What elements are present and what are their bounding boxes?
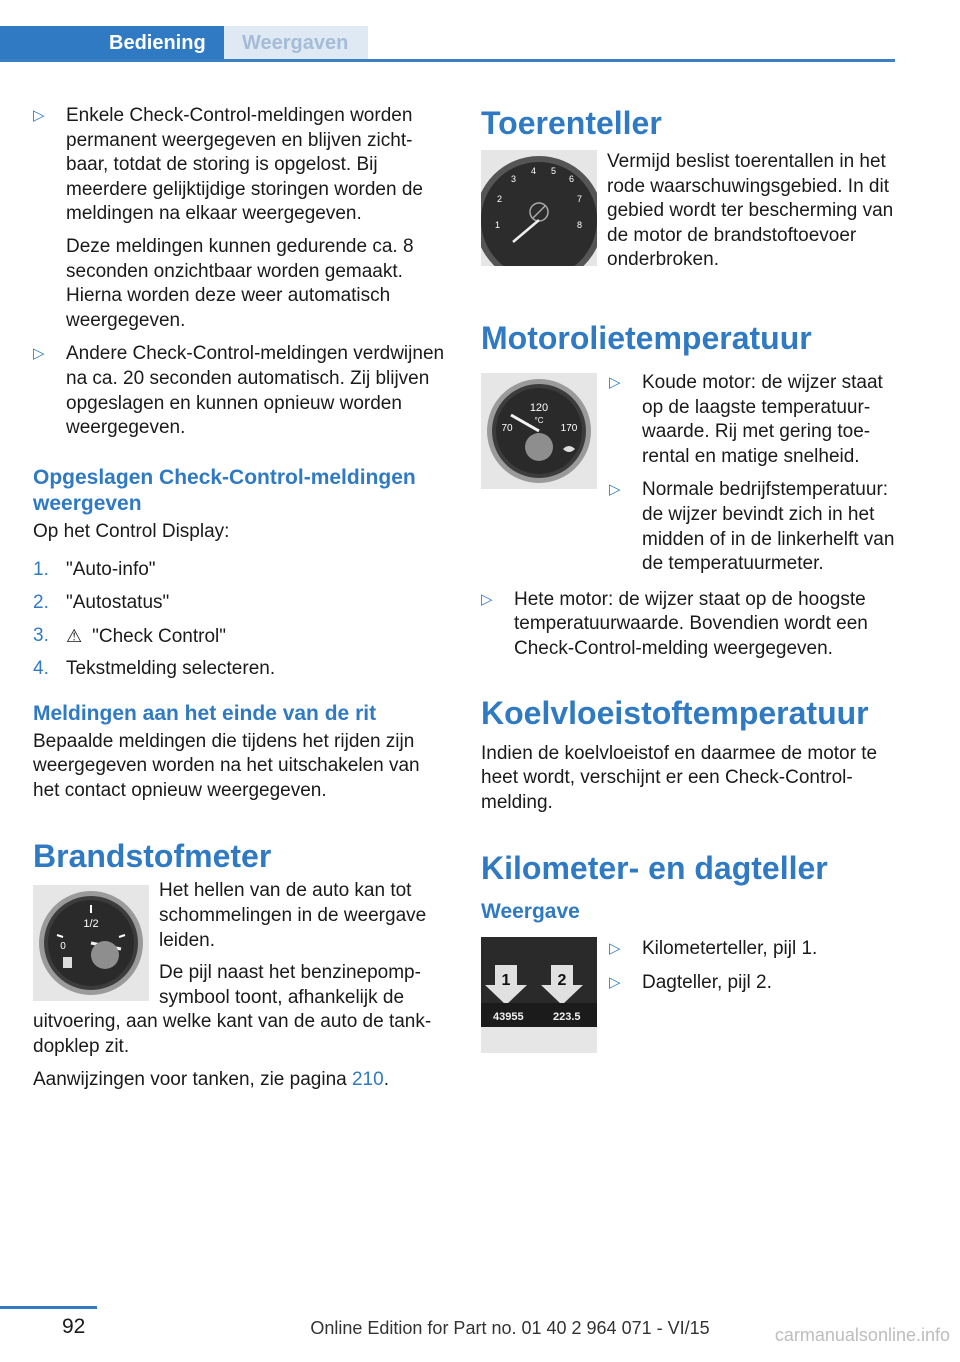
bullet-text: Hete motor: de wijzer staat op de hoogste temperatuurwaarde. Bovendien wordt een Check-Control-melding weergegeven. [514, 588, 868, 659]
section-heading-stored: Opgeslagen Check-Control-meldingen weergeven [33, 465, 416, 515]
gauge-label-low: 70 [501, 422, 513, 434]
bullet-text: Andere Check-Control-meldingen verdwijnen na ca. 20 seconden automatisch. Zij blijven opgeslagen en kunnen opnieuw worden weergegeven. [66, 343, 445, 439]
warning-triangle-icon: ⚠ [66, 625, 83, 646]
section-heading-end-of-ride: Meldingen aan het einde van de rit [33, 701, 377, 725]
tick-label: 1 [495, 220, 501, 230]
bullet-text: Dagteller, pijl 2. [642, 971, 772, 993]
bullet-text: Koude motor: de wijzer staat op de laagste temperatuurwaarde. Rij met gering toerental en matige snelheid. [642, 371, 883, 467]
list-item [33, 104, 448, 333]
step-text: "Auto-info" [66, 559, 156, 581]
section-heading-coolant: Koelvloeistoftemperatuur [481, 694, 869, 731]
bullet-text: Kilometerteller, pijl 1. [642, 938, 818, 960]
step-text: "Autostatus" [66, 591, 170, 613]
bullet-text: Deze meldingen kunnen gedurende ca. 8 seconden onzichtbaar worden gemaakt. Hierna worden deze weer automatisch weergegeven. [66, 235, 414, 331]
tick-label: 2 [497, 194, 503, 204]
tick-label: 7 [577, 194, 583, 204]
tick-label: 6 [569, 174, 575, 184]
tachometer-block [481, 150, 896, 273]
list-item [609, 937, 896, 962]
arrow-2-label: 2 [557, 972, 567, 990]
list-item [33, 591, 448, 616]
step-number: 4. [33, 658, 49, 680]
gauge-label-half: 1/2 [83, 918, 99, 931]
gauge-label-unit: °C [534, 415, 544, 425]
tab-weergaven[interactable]: Weergaven [224, 26, 368, 59]
end-of-ride-text: Bepaalde meldingen die tijdens het rijden zijn weergegeven worden na het uitschakelen van het contact opnieuw weergegeven. [33, 730, 420, 801]
chapter-header [0, 26, 895, 62]
triangle-bullet-icon: ▷ [609, 940, 621, 958]
list-item [33, 657, 448, 682]
step-text: "Check Control" [92, 625, 227, 647]
list-item [609, 478, 896, 576]
page-link-210[interactable]: 210 [351, 1068, 384, 1090]
bullet-text: Normale bedrijfstemperatuur: de wijzer bevindt zich in het midden of in de linkerhelft van de temperatuurmeter. [642, 479, 895, 575]
right-column [481, 104, 896, 1053]
step-number: 2. [33, 591, 49, 613]
fuel-gauge-image [33, 885, 149, 1001]
oil-temp-bullets [609, 371, 896, 586]
tick-label: 3 [511, 174, 517, 184]
trip-value: 223.5 [553, 1011, 581, 1024]
odometer-image [481, 937, 597, 1053]
triangle-bullet-icon: ▷ [609, 373, 621, 391]
step-number: 3. [33, 624, 49, 646]
fuel-text-3-prefix: Aanwijzingen voor tanken, zie pagina [33, 1068, 352, 1090]
subheading-display: Weergave [481, 900, 580, 924]
header-rule [0, 59, 895, 62]
triangle-bullet-icon: ▷ [33, 345, 45, 363]
list-item [33, 342, 448, 440]
tick-label: 5 [551, 166, 557, 176]
page-number-rule [0, 1306, 97, 1309]
odometer-figure [481, 937, 597, 1053]
step-number: 1. [33, 559, 49, 581]
tachometer-text: Vermijd beslist toerentallen in het rode waarschuwingsgebied. In dit gebied wordt ter bescherming van de motor de brandstoftoevoer onderbroken. [607, 151, 894, 271]
gauge-label-high: 170 [560, 422, 578, 434]
odometer-bullets [609, 937, 896, 1004]
tab-bediening[interactable]: Bediening [0, 26, 224, 62]
section-heading-tachometer: Toerenteller [481, 105, 662, 141]
page-number: 92 [62, 1315, 86, 1338]
list-item [481, 588, 896, 662]
odometer-value: 43955 [493, 1011, 524, 1024]
tachometer-figure [481, 150, 597, 266]
list-item [33, 558, 448, 583]
fuel-gauge-figure [33, 885, 149, 1001]
list-item [33, 624, 448, 650]
list-item [609, 371, 896, 469]
watermark: carmanualsonline.info [774, 1325, 950, 1345]
fuel-text-3-suffix: . [383, 1068, 389, 1090]
section-heading-oil-temp: Motorolietemperatuur [481, 319, 812, 356]
arrow-1-label: 1 [501, 972, 511, 990]
triangle-bullet-icon: ▷ [609, 973, 621, 991]
gauge-label-mid: 120 [529, 401, 549, 414]
tachometer-image [481, 150, 597, 266]
tick-label: 8 [577, 220, 583, 230]
triangle-bullet-icon: ▷ [481, 590, 493, 608]
coolant-text: Indien de koelvloeistof en daarmee de motor te heet wordt, verschijnt er een Check-Control-melding. [481, 742, 878, 813]
tick-label: 4 [531, 166, 537, 176]
gauge-label-zero: 0 [60, 941, 66, 953]
section-heading-odometer: Kilometer- en dagteller [481, 850, 828, 887]
oil-gauge-image [481, 373, 597, 489]
oil-temp-bullets-2 [481, 588, 896, 662]
left-column [33, 104, 448, 1092]
oil-gauge-figure [481, 373, 597, 489]
section-heading-fuel: Brandstofmeter [33, 838, 272, 875]
edition-footer: Online Edition for Part no. 01 40 2 964 071 - VI/15 [310, 1318, 710, 1338]
steps-list [33, 558, 448, 681]
fuel-text-3 [33, 1068, 448, 1093]
bullet-text: Enkele Check-Control-meldingen worden permanent weergegeven en blijven zichtbaar, totdat de storing is opgelost. Bij meerdere gelijktijdige storingen worden de meldingen na elkaar weergegeven. [66, 105, 423, 225]
list-item [609, 971, 896, 996]
odometer-block [481, 937, 896, 1053]
check-control-bullets [33, 104, 448, 441]
triangle-bullet-icon: ▷ [33, 107, 45, 124]
step-text: Tekstmelding selecteren. [66, 658, 276, 680]
fuel-text-2: De pijl naast het benzinepomp-symbool toont, afhankelijk de uitvoering, aan welke kant van de auto de tankdopklep zit. [33, 962, 432, 1058]
stored-intro: Op het Control Display: [33, 520, 230, 542]
triangle-bullet-icon: ▷ [609, 481, 621, 499]
oil-temp-block [481, 371, 896, 586]
fuel-text-1: Het hellen van de auto kan tot schommelingen in de weergave leiden. [159, 880, 427, 951]
